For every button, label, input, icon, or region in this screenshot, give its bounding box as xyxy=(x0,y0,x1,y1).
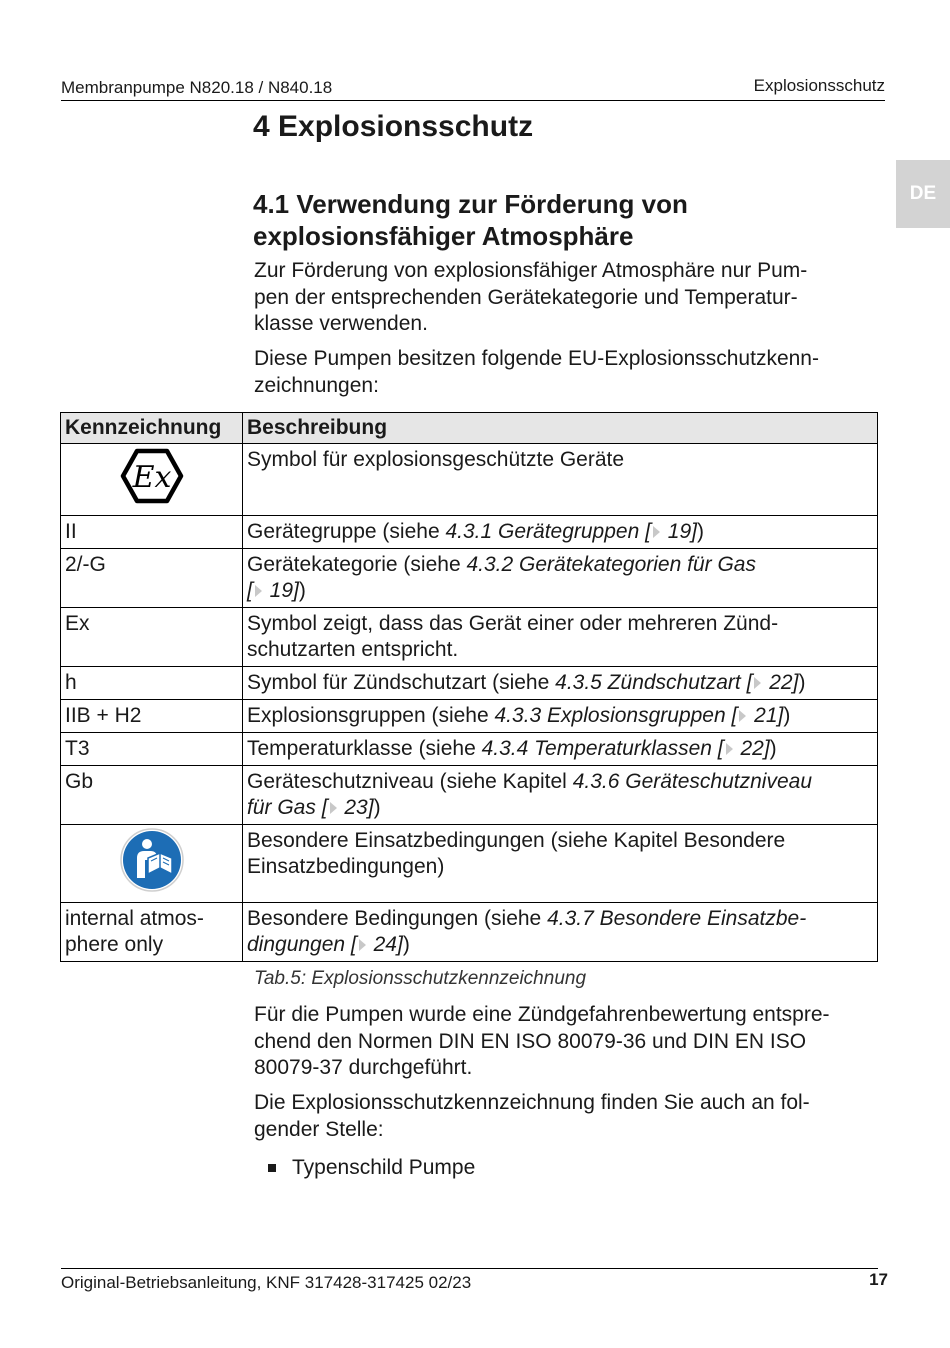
assessment-paragraph: Für die Pumpen wurde eine Zündgefahrenbewertung entspre- chend den Normen DIN EN ISO 80079-36 und DIN EN ISO 80079-37 durchgeführt. xyxy=(254,1003,830,1079)
footer-text: Original-Betriebsanleitung, KNF 317428-317425 02/23 xyxy=(61,1273,472,1292)
table-header-row xyxy=(61,413,878,444)
page-ref-arrow-icon xyxy=(739,710,746,722)
page-ref-arrow-icon xyxy=(255,585,262,597)
table-cell-mark: T3 xyxy=(61,733,243,766)
header-left: Membranpumpe N820.18 / N840.18 xyxy=(61,78,333,97)
table-cell-desc: Symbol für explosionsgeschützte Geräte xyxy=(243,444,878,516)
table-cell-mark: IIB + H2 xyxy=(61,700,243,733)
table-row xyxy=(61,825,878,903)
table-row xyxy=(61,667,878,700)
table-row xyxy=(61,903,878,962)
table-cell-mark: 2/-G xyxy=(61,549,243,608)
table-cell-mark: Ex xyxy=(61,608,243,667)
list-item xyxy=(268,1156,475,1180)
page-ref-arrow-icon xyxy=(754,677,761,689)
language-tab: DE xyxy=(896,160,950,228)
table-row xyxy=(61,608,878,667)
intro-paragraph: Zur Förderung von explosionsfähiger Atmosphäre nur Pum- pen der entsprechenden Gerätekategorie und Temperatur- klasse verwenden. xyxy=(254,259,808,335)
table-row xyxy=(61,444,878,516)
table-cell-desc: Gerätekategorie (siehe 4.3.2 Gerätekategorien für Gas [ 19]) xyxy=(243,549,878,608)
table-row xyxy=(61,700,878,733)
table-caption: Tab.5: Explosionsschutzkennzeichnung xyxy=(254,968,587,989)
bullet-icon xyxy=(268,1164,276,1172)
page-ref-arrow-icon xyxy=(359,939,366,951)
ex-icon xyxy=(61,444,243,516)
svg-text:Ex: Ex xyxy=(132,460,171,495)
page-ref-arrow-icon xyxy=(653,526,660,538)
table-cell-desc: Symbol für Zündschutzart (siehe 4.3.5 Zündschutzart [ 22]) xyxy=(243,667,878,700)
header-rule xyxy=(61,100,885,101)
chapter-title: 4 Explosionsschutz xyxy=(253,110,534,143)
table-cell-mark: h xyxy=(61,667,243,700)
table-cell-mark: internal atmos- phere only xyxy=(61,903,243,962)
column-header: Kennzeichnung xyxy=(61,413,243,444)
column-header: Beschreibung xyxy=(243,413,878,444)
read-manual-icon xyxy=(61,825,243,903)
table-row xyxy=(61,766,878,825)
table-cell-desc: Symbol zeigt, dass das Gerät einer oder mehreren Zünd- schutzarten entspricht. xyxy=(243,608,878,667)
location-paragraph: Die Explosionsschutzkennzeichnung finden Sie auch an fol- gender Stelle: xyxy=(254,1091,810,1141)
table-cell-desc: Gerätegruppe (siehe 4.3.1 Gerätegruppen [ 19]) xyxy=(243,516,878,549)
page-ref-arrow-icon xyxy=(726,743,733,755)
table-cell-mark: Gb xyxy=(61,766,243,825)
table-cell-desc: Temperaturklasse (siehe 4.3.4 Temperaturklassen [ 22]) xyxy=(243,733,878,766)
list-item-label: Typenschild Pumpe xyxy=(292,1156,476,1179)
table-cell-desc: Besondere Bedingungen (siehe 4.3.7 Besondere Einsatzbe- dingungen [ 24]) xyxy=(243,903,878,962)
table-row xyxy=(61,516,878,549)
page-ref-arrow-icon xyxy=(330,802,337,814)
page-number: 17 xyxy=(869,1270,888,1289)
footer-rule xyxy=(61,1268,878,1269)
table-row xyxy=(61,549,878,608)
table-cell-desc: Besondere Einsatzbedingungen (siehe Kapitel Besondere Einsatzbedingungen) xyxy=(243,825,878,903)
intro-paragraph-2: Diese Pumpen besitzen folgende EU-Explosionsschutzkenn- zeichnungen: xyxy=(254,347,819,397)
section-title: 4.1 Verwendung zur Förderung von explosionsfähiger Atmosphäre xyxy=(253,189,688,251)
table-cell-desc: Geräteschutzniveau (siehe Kapitel 4.3.6 Geräteschutzniveau für Gas [ 23]) xyxy=(243,766,878,825)
table-cell-desc: Explosionsgruppen (siehe 4.3.3 Explosionsgruppen [ 21]) xyxy=(243,700,878,733)
marking-table xyxy=(60,412,878,962)
header-right: Explosionsschutz xyxy=(753,76,885,95)
table-cell-mark: II xyxy=(61,516,243,549)
table-row xyxy=(61,733,878,766)
